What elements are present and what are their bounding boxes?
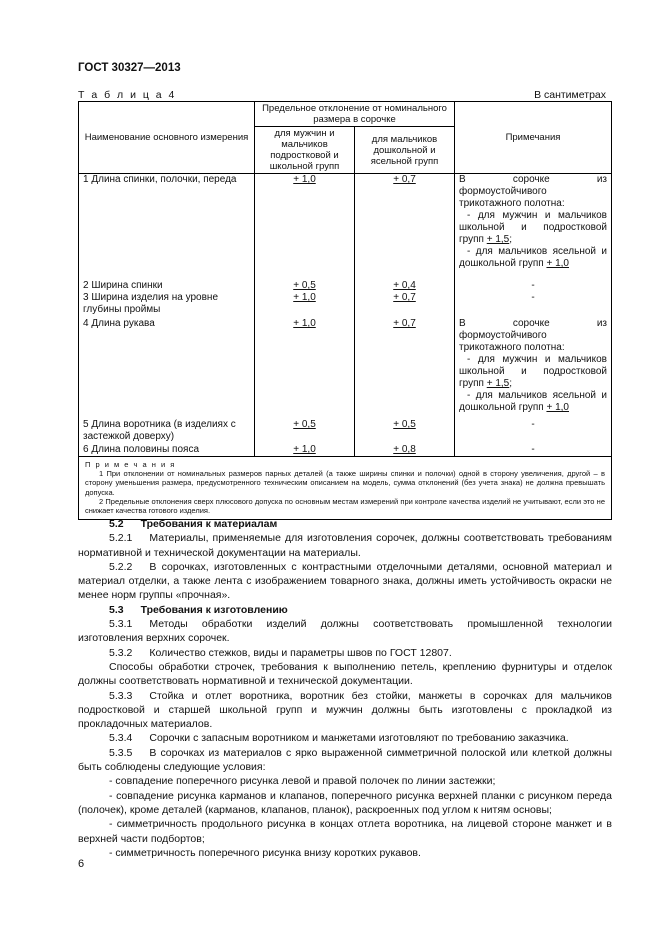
table-header-row <box>79 102 612 127</box>
paragraph: 5.3.4 Сорочки с запасным воротником и манжетами изготовляют по требованию заказчика. <box>109 732 569 745</box>
paragraph: Способы обработки строчек, требования к выполнению петель, креплению фурнитуры и отделок должны соответствовать нормативной и технической документации. <box>78 660 612 688</box>
paragraph: 5.3.3 Стойка и отлет воротника, воротник без стойки, манжеты в сорочках для мальчиков подростковой и старшей школьной групп и мужчин должны быть изготовлены с прокладкой из прокладочных материалов. <box>78 689 612 731</box>
table-row: 1 Длина спинки, полочки, переда + 1,0 + 0,7 В сорочке из формоустойчивого трикотажного полотна: - для мужчин и мальчиков школьной и подростковой групп + 1,5; - для мальчиков ясельной и дошкольной групп + 1,0 <box>79 174 612 281</box>
page-number: 6 <box>78 858 85 870</box>
row-name: 6 Длина половины пояса <box>79 444 255 457</box>
body-text <box>78 517 612 860</box>
row-name: 1 Длина спинки, полочки, переда <box>79 174 255 281</box>
row-name: 2 Ширина спинки <box>79 280 255 292</box>
tolerance-table <box>78 101 612 520</box>
table-units: В сантиметрах <box>534 89 606 101</box>
section-heading: 5.2 Требования к материалам <box>109 518 278 530</box>
row-name: 4 Длина рукава <box>79 318 255 419</box>
paragraph: 5.2.2 В сорочках, изготовленных с контрастными отделочными деталями, основной материал и материал отделки, а также лента с изображением товарного знака, должны иметь устойчивость окраски не менее норм группы «прочная». <box>78 560 612 602</box>
row-name: 3 Ширина изделия на уровне глубины проймы <box>79 292 255 318</box>
table-row: 5 Длина воротника (в изделиях с застежкой доверху) + 0,5 + 0,5 - <box>79 419 612 444</box>
table-caption: Т а б л и ц а 4 <box>78 89 177 101</box>
header-kids: для мальчиков дошкольной и ясельной групп <box>355 127 455 174</box>
header-notes: Примечания <box>455 102 612 174</box>
paragraph: 5.2.1 Материалы, применяемые для изготовления сорочек, должны соответствовать требованиям нормативной и технической документации на материалы. <box>78 532 612 559</box>
row-name: 5 Длина воротника (в изделиях с застежкой доверху) <box>79 419 255 444</box>
header-men: для мужчин и мальчиков подростковой и школьной групп <box>255 127 355 174</box>
section-heading: 5.3 Требования к изготовлению <box>109 603 288 616</box>
table-row: 3 Ширина изделия на уровне глубины проймы + 1,0 + 0,7 - <box>79 292 612 318</box>
list-item: - симметричность продольного рисунка в концах отлета воротника, на лицевой стороне манжет и в верхней части подбортов; <box>78 818 612 845</box>
paragraph: 5.3.5 В сорочках из материалов с ярко выраженной симметричной полоской или клеткой должны быть соблюдены следующие условия: <box>78 746 612 774</box>
table-row: 4 Длина рукава + 1,0 + 0,7 В сорочке из формоустойчивого трикотажного полотна: - для мужчин и мальчиков школьной и подростковой групп + 1,5; - для мальчиков ясельной и дошкольной групп + 1,0 <box>79 318 612 419</box>
paragraph: 5.3.2 Количество стежков, виды и параметры швов по ГОСТ 12807. <box>109 646 452 659</box>
header-measurement-name: Наименование основного измерения <box>79 102 255 174</box>
row-note: В сорочке из формоустойчивого трикотажного полотна: - для мужчин и мальчиков школьной и подростковой групп + 1,5; - для мальчиков ясельной и дошкольной групп + 1,0 <box>455 174 612 281</box>
table-row: 6 Длина половины пояса + 1,0 + 0,8 - <box>79 444 612 457</box>
table-footnotes: П р и м е ч а н и я 1 При отклонении от номинальных размеров парных деталей (а также ширины спинки и полочки) одной в сторону увеличения, другой – в сторону уменьшения размера, предусмотренного техническим описанием на модель, сумма отклонений (без учета знака) не должна превышать допуска. 2 Предельные отклонения сверх плюсового допуска по основным местам измерений при контроле качества изделий не учитывают, если это не снижает качества готового изделия. <box>79 457 612 520</box>
standard-title: ГОСТ 30327—2013 <box>78 62 181 74</box>
row-note: В сорочке из формоустойчивого трикотажного полотна: - для мужчин и мальчиков школьной и подростковой групп + 1,5; - для мальчиков ясельной и дошкольной групп + 1,0 <box>455 318 612 419</box>
list-item: - симметричность поперечного рисунка внизу коротких рукавов. <box>109 846 421 859</box>
list-item: - совпадение поперечного рисунка левой и правой полочек по линии застежки; <box>109 775 496 788</box>
header-deviation: Предельное отклонение от номинального размера в сорочке <box>255 102 455 127</box>
table-row: 2 Ширина спинки + 0,5 + 0,4 - <box>79 280 612 292</box>
paragraph: 5.3.1 Методы обработки изделий должны соответствовать промышленной технологии изготовления верхних сорочек. <box>78 618 612 645</box>
list-item: - совпадение рисунка карманов и клапанов, поперечного рисунка верхней планки с рисунком переда (полочек), кроме деталей (карманов, клапанов, планок), раскроенных под углом к нитям основы; <box>78 789 612 816</box>
